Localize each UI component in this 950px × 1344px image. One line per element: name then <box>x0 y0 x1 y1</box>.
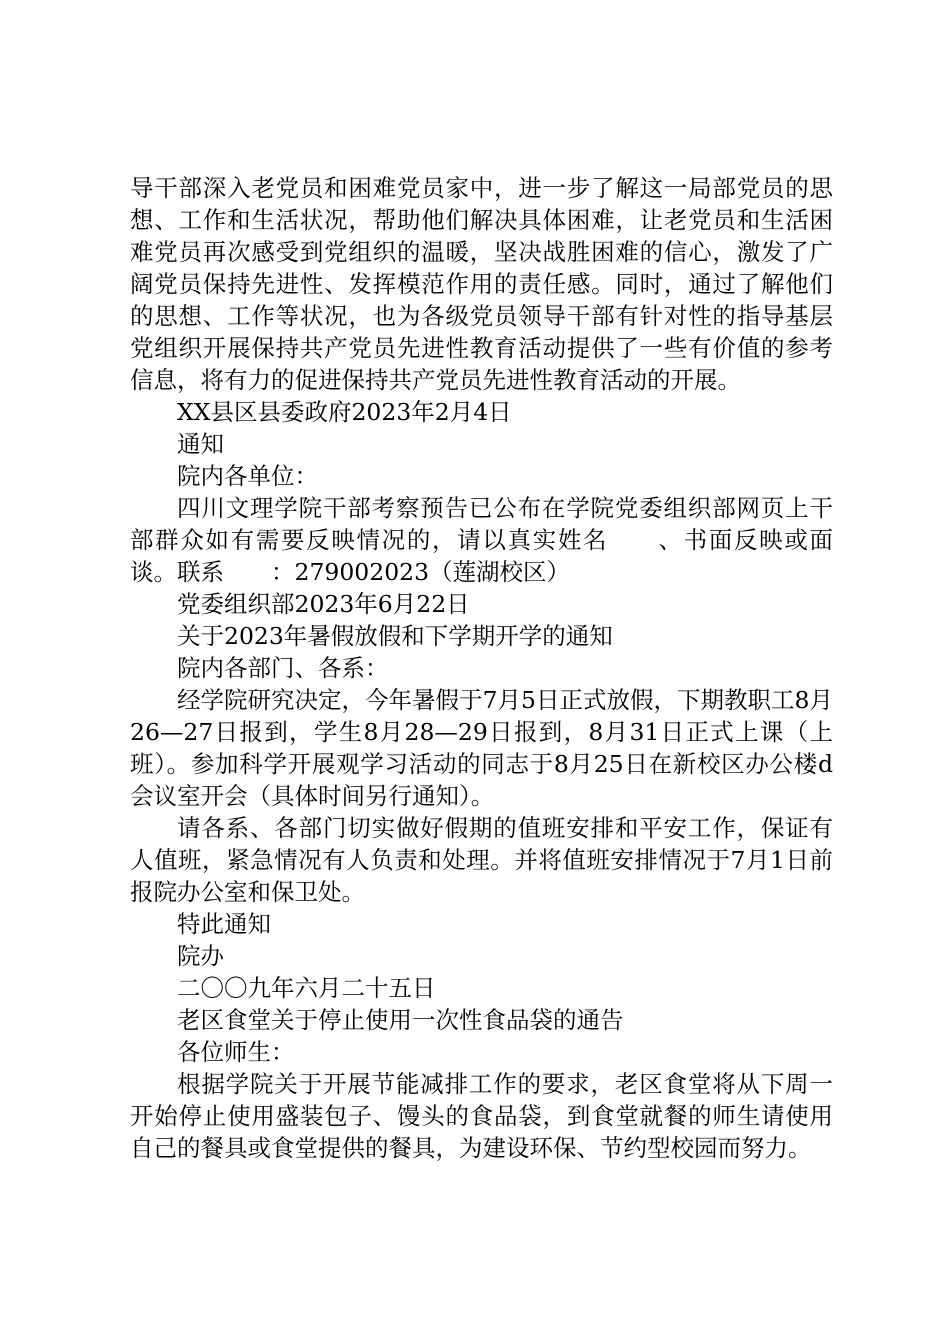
canteen-notice-title: 老区食堂关于停止使用一次性食品袋的通告 <box>177 1006 624 1034</box>
signature-office: 院办 <box>177 942 224 970</box>
paragraph-canteen-bags: 根据学院关于开展节能减排工作的要求，老区食堂将从下周一开始停止使用盛装包子、馒头的食品袋，到食堂就餐的师生请使用自己的餐具或食堂提供的餐具，为建设环保、节约型校园而努力。 <box>130 1070 833 1162</box>
notice-heading: 通知 <box>177 430 224 458</box>
paragraph-continuation: 导干部深入老党员和困难党员家中，进一步了解这一局部党员的思想、工作和生活状况，帮助他们解决具体困难，让老党员和生活困难党员再次感受到党组织的温暖，坚决战胜困难的信心，激发了广阔党员保持先进性、发挥模范作用的责任感。同时，通过了解他们的思想、工作等状况，也为各级党员领导干部有针对性的指导基层党组织开展保持共产党员先进性教育活动提供了一些有价值的参考信息，将有力的促进保持共产党员先进性教育活动的开展。 <box>130 174 833 394</box>
summer-holiday-notice-title: 关于2023年暑假放假和下学期开学的通知 <box>177 622 613 650</box>
salutation-teachers-students: 各位师生： <box>177 1038 295 1066</box>
signature-date-organization-dept: 党委组织部2023年6月22日 <box>177 590 470 618</box>
document-page <box>130 172 833 1164</box>
paragraph-duty-arrangement: 请各系、各部门切实做好假期的值班安排和平安工作，保证有人值班，紧急情况有人负责和处理。并将值班安排情况于7月1日前报院办公室和保卫处。 <box>130 814 833 906</box>
paragraph-holiday-schedule: 经学院研究决定，今年暑假于7月5日正式放假，下期教职工8月26—27日报到，学生8月28—29日报到，8月31日正式上课（上班）。参加科学开展观学习活动的同志于8月25日在新校区办公楼d会议室开会（具体时间另行通知）。 <box>130 686 833 810</box>
signature-date-chinese: 二〇〇九年六月二十五日 <box>177 974 436 1002</box>
closing-notice: 特此通知 <box>177 910 271 938</box>
salutation-departments: 院内各部门、各系： <box>177 654 389 682</box>
salutation-units: 院内各单位： <box>177 462 318 490</box>
signature-date-county: XX县区县委政府2023年2月4日 <box>177 398 512 426</box>
paragraph-cadre-notice: 四川文理学院干部考察预告已公布在学院党委组织部网页上干部群众如有需要反映情况的，请以真实姓名 、书面反映或面谈。联系 ：279002023（莲湖校区） <box>130 494 833 586</box>
